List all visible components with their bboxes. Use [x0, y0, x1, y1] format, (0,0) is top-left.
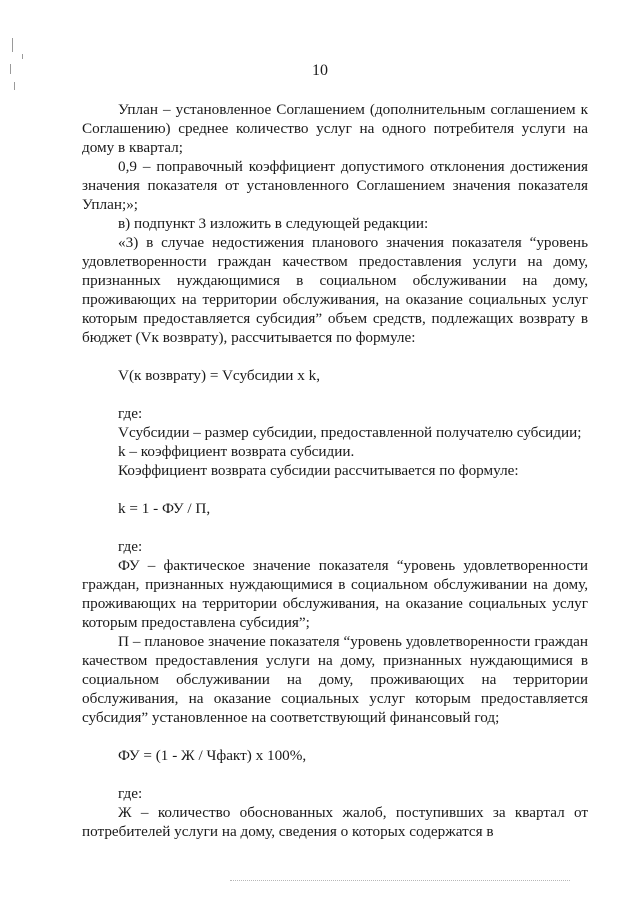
spacer	[82, 385, 588, 404]
page-number: 10	[312, 62, 328, 79]
paragraph-k-formula-intro: Коэффициент возврата субсидии рассчитывается по формуле:	[118, 462, 519, 479]
paragraph-zh-definition: Ж – количество обоснованных жалоб, поступивших за квартал от потребителей услуги на дому, сведения о которых содержатся в	[82, 804, 588, 840]
spacer	[82, 518, 588, 537]
paragraph-k-definition: k – коэффициент возврата субсидии.	[118, 443, 355, 460]
formula-return-amount: V(к возврату) = Vсубсидии x k,	[118, 367, 321, 384]
paragraph-vsubsidy-definition: Vсубсидии – размер субсидии, предоставленной получателю субсидии;	[118, 424, 582, 441]
paragraph-subpoint-3-intro: в) подпункт 3 изложить в следующей редакции:	[118, 215, 429, 232]
where-label-2: где:	[118, 538, 143, 555]
document-body	[82, 100, 588, 841]
spacer	[82, 765, 588, 784]
paragraph-subpoint-3-text: «3) в случае недостижения планового значения показателя “уровень удовлетворенности граждан качеством предоставления услуги на дому, признанных нуждающимися в социальном обслуживании на дому, проживающих на территории обслуживания, на оказание социальных услуг которым предоставляется субсидия” объем средств, подлежащих возврату в бюджет (Vк возврату), рассчитывается по формуле:	[82, 234, 588, 346]
formula-k: k = 1 - ФУ / П,	[118, 500, 211, 517]
formula-fu: ФУ = (1 - Ж / Чфакт) x 100%,	[118, 747, 307, 764]
where-label-3: где:	[118, 785, 143, 802]
paragraph-coefficient-09: 0,9 – поправочный коэффициент допустимого отклонения достижения значения показателя от установленного Соглашением значения показателя Уплан;»;	[82, 158, 588, 213]
spacer	[82, 727, 588, 746]
spacer	[82, 480, 588, 499]
paragraph-p-definition: П – плановое значение показателя “уровень удовлетворенности граждан качеством предоставления услуги на дому, признанных нуждающимися в социальном обслуживании на дому, проживающих на территории обслуживания, на оказание социальных услуг которым предоставляется субсидия” установленное на соответствующий финансовый год;	[82, 633, 588, 726]
paragraph-fu-definition: ФУ – фактическое значение показателя “уровень удовлетворенности граждан, признанных нуждающимися в социальном обслуживании на дому, проживающих на территории обслуживания, на оказание социальных услуг которым предоставлена субсидия”;	[82, 557, 588, 631]
scan-artifact-bottom-line	[230, 880, 570, 883]
where-label-1: где:	[118, 405, 143, 422]
paragraph-uplan-definition: Уплан – установленное Соглашением (дополнительным соглашением к Соглашению) среднее количество услуг на одного потребителя услуги на дому в квартал;	[82, 101, 588, 156]
spacer	[82, 347, 588, 366]
